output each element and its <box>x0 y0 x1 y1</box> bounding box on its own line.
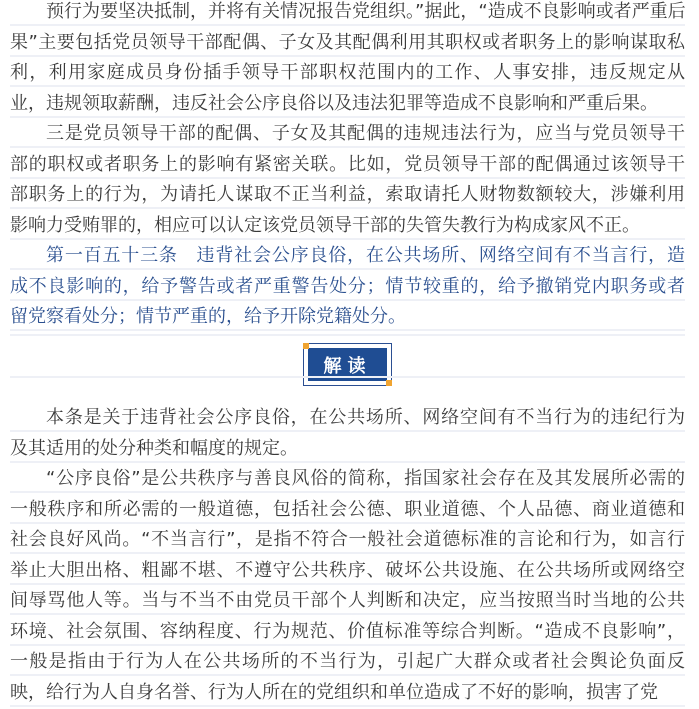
text-line: 举止大胆出格、粗鄙不堪、不遵守公共秩序、破坏公共设施、在公共场所或网络空 <box>10 556 685 587</box>
text-line: 及其适用的处分种类和幅度的规定。 <box>10 434 685 465</box>
paragraph <box>10 464 685 708</box>
text-line: 间辱骂他人等。当与不当不由党员干部个人判断和决定，应当按照当时当地的公共 <box>10 586 685 617</box>
text-line: 一般秩序和所必需的一般道德，包括社会公德、职业道德、个人品德、商业道德和 <box>10 495 685 526</box>
badge-label: 解读 <box>308 348 387 381</box>
paragraph <box>10 119 685 241</box>
text-line: 三是党员领导干部的配偶、子女及其配偶的违规违法行为，应当与党员领导干 <box>10 119 685 150</box>
badge-corner-decoration <box>303 343 309 349</box>
divider <box>10 376 685 378</box>
text-line: 本条是关于违背社会公序良俗，在公共场所、网络空间有不当行为的违纪行为 <box>10 403 685 434</box>
text-line: 利，利用家庭成员身份插手领导干部职权范围内的工作、人事安排，违反规定从 <box>10 58 685 89</box>
text-line: 部职务上的行为，为请托人谋取不正当利益，索取请托人财物数额较大，涉嫌利用 <box>10 180 685 211</box>
text-line: 影响力受贿罪的，相应可以认定该党员领导干部的失管失教行为构成家风不正。 <box>10 211 685 242</box>
text-line: 部的职权或者职务上的影响有紧密关联。比如，党员领导干部的配偶通过该领导干 <box>10 150 685 181</box>
interpretation-text <box>10 403 685 708</box>
text-line: 环境、社会氛围、容纳程度、行为规范、价值标准等综合判断。“造成不良影响”， <box>10 617 685 648</box>
text-line: 果”主要包括党员领导干部配偶、子女及其配偶利用其职权或者职务上的影响谋取私 <box>10 28 685 59</box>
text-line: 一般是指由于行为人在公共场所的不当行为，引起广大群众或者社会舆论负面反 <box>10 647 685 678</box>
article-text-top <box>10 0 685 333</box>
badge-corner-decoration <box>386 380 392 386</box>
text-line: 第一百五十三条 违背社会公序良俗，在公共场所、网络空间有不当言行，造 <box>10 241 685 272</box>
paragraph <box>10 0 685 119</box>
paragraph <box>10 403 685 464</box>
text-line: 映，给行为人自身名誉、行为人所在的党组织和单位造成了不好的影响，损害了党 <box>10 678 685 709</box>
text-line: 社会良好风尚。“不当言行”，是指不符合一般社会道德标准的言论和行为，如言行 <box>10 525 685 556</box>
regulation-article <box>10 241 685 333</box>
text-line: 成不良影响的，给予警告或者严重警告处分；情节较重的，给予撤销党内职务或者 <box>10 272 685 303</box>
text-line: 业，违规领取薪酬，违反社会公序良俗以及违法犯罪等造成不良影响和严重后果。 <box>10 89 685 120</box>
divider <box>10 334 685 336</box>
interpretation-badge <box>303 343 392 386</box>
text-line: 留党察看处分；情节严重的，给予开除党籍处分。 <box>10 302 685 333</box>
text-line: “公序良俗”是公共秩序与善良风俗的简称，指国家社会存在及其发展所必需的 <box>10 464 685 495</box>
text-line: 预行为要坚决抵制，并将有关情况报告党组织。”据此，“造成不良影响或者严重后 <box>10 0 685 28</box>
